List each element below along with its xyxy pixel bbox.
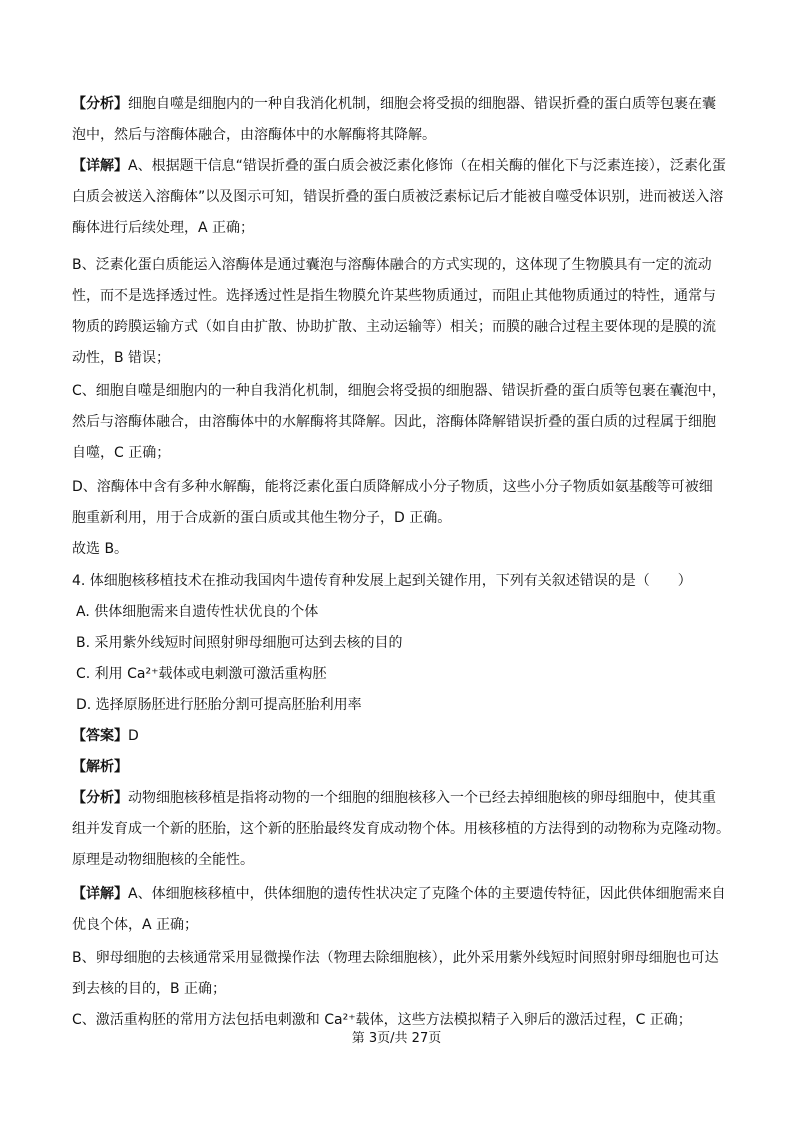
text-line: 到去核的目的，B 正确；: [72, 981, 227, 997]
question-option-b: B. 采用紫外线短时间照射卵母细胞可达到去核的目的: [76, 635, 403, 651]
text-line: 白质会被送入溶酶体”以及图示可知，错误折叠的蛋白质被泛素标记后才能被自噬受体识别，进而被送入溶: [72, 189, 724, 205]
text-line: [72, 156, 732, 176]
text-line: D、溶酶体中含有多种水解酶，能将泛素化蛋白质降解成小分子物质，这些小分子物质如氨基酸等可被细: [72, 479, 713, 495]
page-footer: 第 3页/共 27页: [351, 1031, 442, 1046]
text-line: 胞重新利用，用于合成新的蛋白质或其他生物分子，D 正确。: [72, 510, 452, 526]
text-line: [72, 94, 732, 114]
text-line: 原理是动物细胞核的全能性。: [72, 852, 254, 868]
text-line: 故选 B。: [72, 541, 129, 557]
answer-value: D: [128, 728, 139, 744]
section-tag-detail: 【详解】: [72, 158, 128, 174]
question-stem: 4. 体细胞核移植技术在推动我国肉牛遗传育种发展上起到关键作用，下列有关叙述错误的是（ ）: [72, 573, 692, 589]
text-line: 性，而不是选择透过性。选择透过性是指生物膜允许某些物质通过，而阻止其他物质通过的特性，通常与: [72, 288, 716, 304]
text-line: 酶体进行后续处理，A 正确；: [72, 220, 255, 236]
text-line: C、细胞自噬是细胞内的一种自我消化机制，细胞会将受损的细胞器、错误折叠的蛋白质等包裹在囊泡中，: [72, 383, 726, 399]
answer-line: [72, 726, 732, 746]
text-span: A、根据题干信息“错误折叠的蛋白质会被泛素化修饰（在相关酶的催化下与泛素连接），泛素化蛋: [128, 158, 726, 174]
analysis-heading-tag: 【解析】: [72, 759, 128, 775]
section-tag-analysis: 【分析】: [72, 790, 128, 806]
text-line: [72, 788, 732, 808]
text-line: B、泛素化蛋白质能运入溶酶体是通过囊泡与溶酶体融合的方式实现的，这体现了生物膜具有一定的流动: [72, 257, 712, 273]
text-span: A、体细胞核移植中，供体细胞的遗传性状决定了克隆个体的主要遗传特征，因此供体细胞需来自: [128, 886, 726, 902]
question-option-d: D. 选择原肠胚进行胚胎分割可提高胚胎利用率: [76, 697, 362, 713]
question-option-c: C. 利用 Ca²⁺载体或电刺激可激活重构胚: [76, 666, 327, 682]
analysis-heading: [72, 757, 732, 777]
text-line: 优良个体，A 正确；: [72, 917, 199, 933]
text-line: 自噬，C 正确；: [72, 445, 171, 461]
text-line: [72, 884, 732, 904]
text-line: B、卵母细胞的去核通常采用显微操作法（物理去除细胞核），此外采用紫外线短时间照射卵母细胞也可达: [72, 950, 719, 966]
question-option-a: A. 供体细胞需来自遗传性状优良的个体: [76, 604, 319, 620]
answer-tag: 【答案】: [72, 728, 128, 744]
text-span: 动物细胞核移植是指将动物的一个细胞的细胞核移入一个已经去掉细胞核的卵母细胞中，使其重: [128, 790, 716, 806]
section-tag-detail: 【详解】: [72, 886, 128, 902]
text-line: 然后与溶酶体融合，由溶酶体中的水解酶将其降解。因此，溶酶体降解错误折叠的蛋白质的过程属于细胞: [72, 414, 716, 430]
text-line: 物质的跨膜运输方式（如自由扩散、协助扩散、主动运输等）相关；而膜的融合过程主要体现的是膜的流: [72, 319, 716, 335]
text-line: 动性，B 错误；: [72, 350, 171, 366]
section-tag-analysis: 【分析】: [72, 96, 128, 112]
text-line: 组并发育成一个新的胚胎，这个新的胚胎最终发育成动物个体。用核移植的方法得到的动物称为克隆动物。: [72, 821, 730, 837]
text-span: 细胞自噬是细胞内的一种自我消化机制，细胞会将受损的细胞器、错误折叠的蛋白质等包裹在囊: [128, 96, 716, 112]
text-line: 泡中，然后与溶酶体融合，由溶酶体中的水解酶将其降解。: [72, 127, 436, 143]
text-line: C、激活重构胚的常用方法包括电刺激和 Ca²⁺载体，这些方法模拟精子入卵后的激活过程，C 正确；: [72, 1012, 692, 1028]
